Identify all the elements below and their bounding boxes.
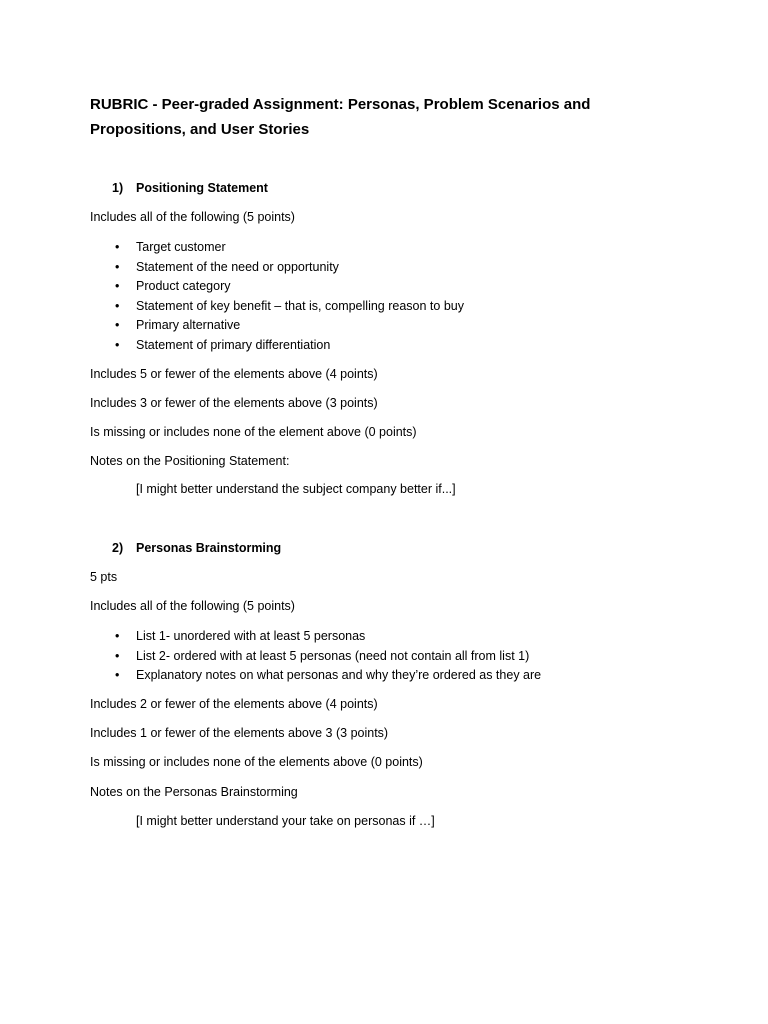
criteria-line: Includes 3 or fewer of the elements above (3 points) bbox=[90, 396, 378, 410]
document-title: RUBRIC - Peer-graded Assignment: Personas, Problem Scenarios and Propositions, and User Stories bbox=[90, 96, 591, 138]
list-item: • List 2- ordered with at least 5 personas (need not contain all from list 1) bbox=[115, 648, 530, 663]
bullet-list bbox=[112, 238, 464, 355]
criteria-line: Is missing or includes none of the elements above (0 points) bbox=[90, 755, 423, 769]
list-item: • Explanatory notes on what personas and why they’re ordered as they are bbox=[115, 668, 542, 682]
section-intro: Includes all of the following (5 points) bbox=[90, 210, 295, 224]
list-item: • Target customer bbox=[115, 240, 226, 254]
criteria-line: Includes 5 or fewer of the elements above (4 points) bbox=[90, 367, 378, 381]
section-heading-personas-brainstorming bbox=[112, 541, 281, 555]
notes-label: Notes on the Personas Brainstorming bbox=[90, 785, 298, 799]
list-item: • Statement of primary differentiation bbox=[115, 337, 331, 352]
list-item: • Primary alternative bbox=[115, 318, 241, 332]
section-number: 2) bbox=[112, 541, 124, 555]
section-heading-text: Personas Brainstorming bbox=[136, 541, 282, 555]
section-heading-text: Positioning Statement bbox=[136, 181, 268, 195]
notes-label: Notes on the Positioning Statement: bbox=[90, 454, 290, 468]
list-item: • List 1- unordered with at least 5 personas bbox=[115, 629, 366, 643]
criteria-line: Is missing or includes none of the element above (0 points) bbox=[90, 425, 417, 439]
section-number: 1) bbox=[112, 181, 124, 195]
notes-prompt: [I might better understand your take on personas if …] bbox=[136, 814, 435, 828]
section-points: 5 pts bbox=[90, 570, 118, 584]
bullet-list bbox=[112, 627, 541, 686]
list-item: • Statement of key benefit – that is, compelling reason to buy bbox=[115, 298, 464, 313]
section-heading-positioning-statement bbox=[112, 181, 268, 195]
section-intro: Includes all of the following (5 points) bbox=[90, 599, 295, 613]
criteria-line: Includes 2 or fewer of the elements above (4 points) bbox=[90, 697, 378, 711]
list-item: • Statement of the need or opportunity bbox=[115, 259, 339, 274]
list-item: • Product category bbox=[115, 279, 231, 293]
criteria-line: Includes 1 or fewer of the elements above 3 (3 points) bbox=[90, 726, 389, 740]
notes-prompt: [I might better understand the subject company better if...] bbox=[136, 482, 456, 496]
